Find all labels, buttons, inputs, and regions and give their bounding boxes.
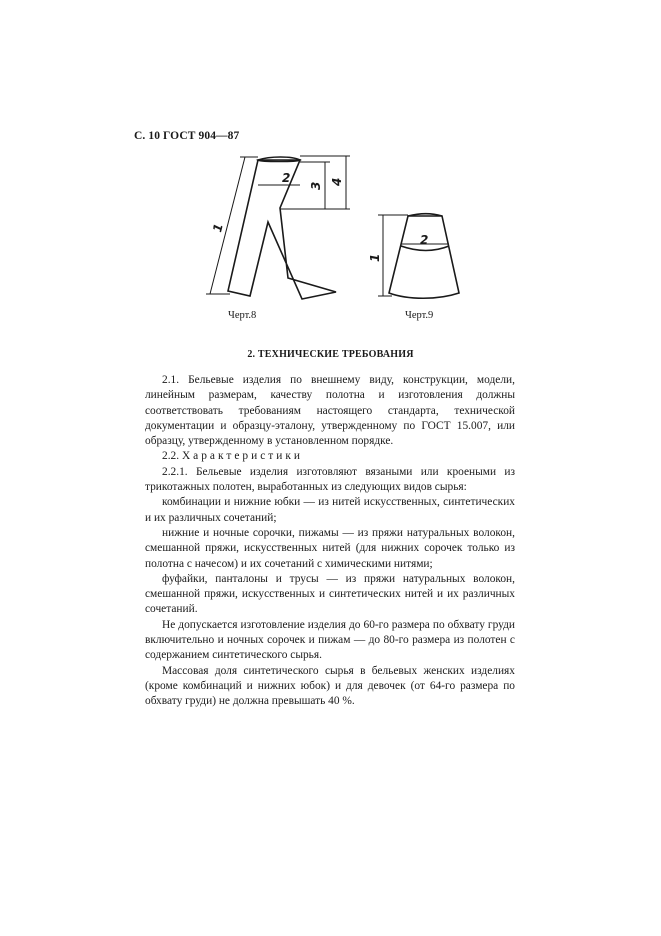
paragraph-combinations: комбинации и нижние юбки — из нитей искусственных, синтетических и их различных сочетаний; xyxy=(145,496,515,524)
paragraph-tshirts: фуфайки, панталоны и трусы — из пряжи натуральных волокон, смешанной пряжи, искусственных и синтетических нитей и их различных сочетаний. xyxy=(145,572,515,616)
figure-9-caption: Черт.9 xyxy=(405,310,434,321)
figure-8-caption: Черт.8 xyxy=(228,310,257,321)
paragraph-synthetic-share: Массовая доля синтетического сырья в бельевых женских изделиях (кроме комбинаций и нижних юбок) и для девочек (от 64-го размера по обхвату груди) не должна превышать 40 %. xyxy=(145,664,515,708)
clause-number: 2.2. xyxy=(162,450,180,463)
paragraph-2-2 xyxy=(145,449,515,464)
paragraph-2-2-1: 2.2.1. Бельевые изделия изготовляют вязаными или кроеными из трикотажных полотен, выработанных из следующих видов сырья: xyxy=(145,465,515,494)
paragraph-nightwear: нижние и ночные сорочки, пижамы — из пряжи натуральных волокон, смешанной пряжи, искусственных нитей (для нижних сорочек только из полотна с начесом) и их сочетаний с химическими нитями; xyxy=(145,526,515,570)
clause-title: Характеристики xyxy=(181,450,303,463)
section-title: 2. ТЕХНИЧЕСКИЕ ТРЕБОВАНИЯ xyxy=(247,349,414,360)
figure-8-trousers xyxy=(0,0,661,340)
paragraph-2-1: 2.1. Бельевые изделия по внешнему виду, конструкции, модели, линейным размерам, качеству полотна и изготовления должны соответствовать требованиям настоящего стандарта, технической документации и образцу-эталону, утвержденному по ГОСТ 15.007, или образцу, утвержденному в установленном порядке. xyxy=(145,374,515,448)
fig9-label-1: 1 xyxy=(368,253,382,262)
fig9-label-2: 2 xyxy=(420,233,429,247)
fig8-label-3: 3 xyxy=(309,181,323,190)
paragraph-not-allowed: Не допускается изготовление изделия до 60-го размера по обхвату груди включительно и ночных сорочек и пижам — до 80-го размера из полотен с содержанием синтетического сырья. xyxy=(145,618,515,662)
running-head: С. 10 ГОСТ 904—87 xyxy=(134,130,240,142)
body-text xyxy=(145,373,515,710)
fig8-label-2: 2 xyxy=(282,171,291,185)
fig8-label-4: 4 xyxy=(330,177,344,186)
skirt-outline xyxy=(389,216,459,298)
fig8-label-1: 1 xyxy=(210,222,226,234)
